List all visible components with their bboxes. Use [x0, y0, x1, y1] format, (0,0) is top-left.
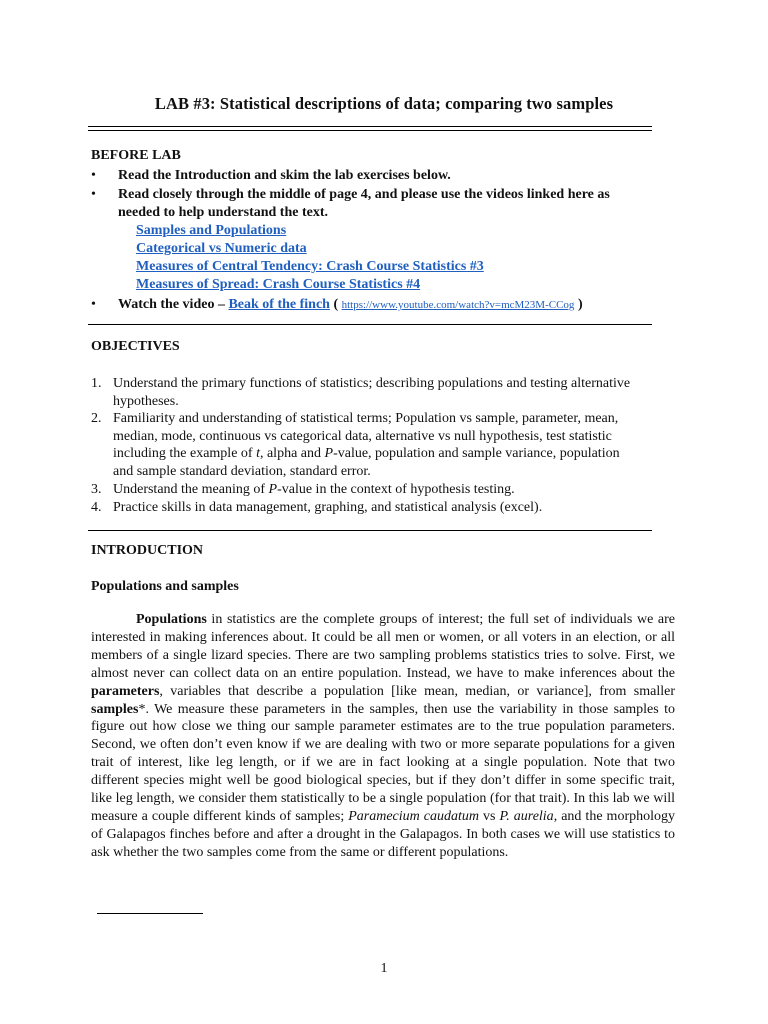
para-text-3: *. We measure these parameters in the samples, then use the variability in those samples to figure out how close we thing our sample parameter estimates are to the true population parameters. Second, we often don’t even know if we are dealing with two or more separate populations for a given trait of interest, like leg length, or if we are in fact looking at a single population. Note that two different species might well be good biological species, but if they don’t differ in some specific trait, like leg length, we consider them statistically to be a single population (for that trait). In this lab we will measure a couple different kinds of samples;	[91, 701, 675, 824]
before-lab-heading: BEFORE LAB	[91, 148, 181, 163]
link-samples-and-populations[interactable]: Samples and Populations	[136, 223, 287, 238]
term-samples: samples	[91, 701, 139, 717]
objective-2-line-1: Familiarity and understanding of statistical terms; Population vs sample, parameter, mean,	[113, 411, 619, 426]
objective-2-t-italic: t	[256, 446, 260, 461]
before-lab-item-3	[118, 296, 658, 314]
objective-2-p-italic: P	[324, 446, 334, 461]
paren-open: (	[329, 297, 342, 312]
objective-2-number: 2.	[91, 411, 102, 426]
section-rule-2	[88, 530, 652, 531]
para-text-5: , and the morphology of Galapagos finches before and after a drought in the Galapagos. In both cases we will use statistics to ask whether the two samples come from the same or different populations.	[91, 808, 675, 860]
objective-3-text-b: -value in the context of hypothesis testing.	[277, 482, 515, 497]
title-double-rule	[88, 126, 652, 131]
objective-4-line-1: Practice skills in data management, graphing, and statistical analysis (excel).	[113, 499, 543, 515]
link-measures-of-spread[interactable]: Measures of Spread: Crash Course Statistics #4	[136, 277, 421, 292]
species-p-aurelia: P. aurelia	[499, 808, 554, 824]
page-number: 1	[380, 961, 388, 976]
objective-4-number: 4.	[91, 499, 102, 515]
link-categorical-vs-numeric[interactable]: Categorical vs Numeric data	[136, 241, 307, 256]
objectives-heading: OBJECTIVES	[91, 339, 180, 354]
objective-1-line-1: Understand the primary functions of statistics; describing populations and testing alternative	[113, 376, 631, 391]
species-paramecium-caudatum: Paramecium caudatum	[348, 808, 480, 824]
before-lab-item-2-line-1: Read closely through the middle of page 4, and please use the videos linked here as	[118, 187, 610, 202]
section-rule-1	[88, 324, 652, 325]
term-parameters: parameters	[91, 683, 160, 699]
footnote-rule	[97, 913, 203, 914]
page-title: LAB #3: Statistical descriptions of data; comparing two samples	[154, 94, 614, 113]
bullet-1-glyph: •	[91, 168, 96, 183]
para-text-4: vs	[479, 808, 500, 824]
objective-2-text-c: -value, population and sample variance, population	[333, 446, 620, 461]
populations-subheading: Populations and samples	[91, 579, 239, 594]
objective-3-p-italic: P	[268, 482, 278, 497]
objective-2-text-a: including the example of	[113, 446, 257, 461]
link-beak-of-the-finch[interactable]: Beak of the finch	[228, 297, 330, 312]
before-lab-item-2-line-2: needed to help understand the text.	[118, 205, 329, 220]
link-youtube-url[interactable]: https://www.youtube.com/watch?v=mcM23M-CCog	[341, 299, 575, 311]
link-central-tendency[interactable]: Measures of Central Tendency: Crash Course Statistics #3	[136, 259, 484, 274]
para-text-2: , variables that describe a population [like mean, median, or variance], from smaller	[159, 683, 675, 699]
before-lab-item-1: Read the Introduction and skim the lab exercises below.	[118, 168, 451, 183]
objective-3-number: 3.	[91, 482, 102, 497]
term-populations: Populations	[136, 612, 207, 627]
objective-3-text-a: Understand the meaning of	[113, 482, 269, 497]
para-text-1: in statistics are the complete groups of interest; the full set of individuals we are interested in making inferences about. It could be all men or women, or all voters in an election, or all members of a single lizard species. There are two sampling problems statistics tries to solve. First, we almost never can collect data on an entire population. Instead, we have to make inferences about the	[91, 612, 675, 681]
watch-video-prefix: Watch the video –	[118, 297, 229, 312]
objective-2-line-4: and sample standard deviation, standard error.	[113, 463, 371, 479]
bullet-2-glyph: •	[91, 187, 96, 202]
objective-2-text-b: , alpha and	[259, 446, 325, 461]
bullet-3-glyph: •	[91, 297, 96, 312]
objective-1-line-2: hypotheses.	[113, 393, 179, 409]
objective-3-line-1	[113, 481, 673, 499]
introduction-paragraph	[91, 611, 675, 862]
paren-close: )	[574, 297, 583, 312]
objective-1-number: 1.	[91, 376, 102, 391]
objective-2-line-2: median, mode, continuous vs categorical data, alternative vs null hypothesis, test statistic	[113, 428, 612, 444]
introduction-heading: INTRODUCTION	[91, 543, 204, 558]
objective-2-line-3	[113, 445, 673, 463]
